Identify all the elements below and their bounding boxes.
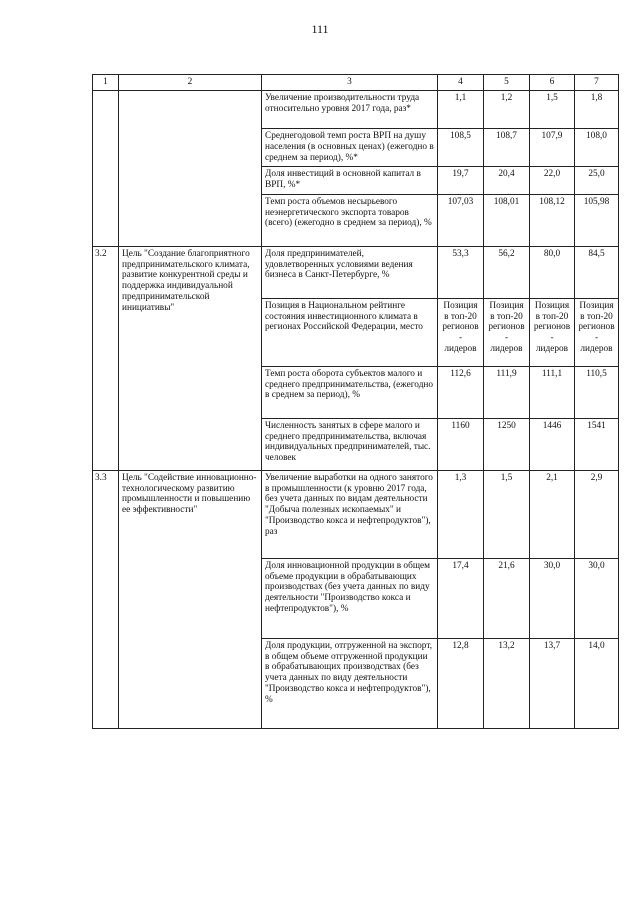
indicator-cell: Доля продукции, отгруженной на экспорт, в общем объеме отгруженной продукции в обрабатывающих производствах (без учета данных по виду деятельности "Производство кокса и нефтепродуктов"), % bbox=[262, 638, 438, 728]
value-cell: 1,5 bbox=[530, 91, 575, 129]
indicator-cell: Темп роста оборота субъектов малого и среднего предпринимательства, (ежегодно в среднем за период), % bbox=[262, 366, 438, 418]
value-cell: 110,5 bbox=[575, 366, 619, 418]
goal-description-cell: Цель "Содействие инновационно-технологическому развитию промышленности и повышению ее эффективности" bbox=[119, 470, 262, 728]
column-header: 6 bbox=[530, 75, 575, 91]
value-cell: 84,5 bbox=[575, 246, 619, 298]
value-cell: 1541 bbox=[575, 418, 619, 470]
value-cell: 56,2 bbox=[484, 246, 530, 298]
value-cell: 12,8 bbox=[438, 638, 484, 728]
value-cell: 107,03 bbox=[438, 194, 484, 246]
value-cell: 1446 bbox=[530, 418, 575, 470]
value-cell: 107,9 bbox=[530, 129, 575, 167]
indicators-table bbox=[92, 74, 619, 729]
value-cell: 80,0 bbox=[530, 246, 575, 298]
indicator-cell: Среднегодовой темп роста ВРП на душу населения (в основных ценах) (ежегодно в среднем за период), %* bbox=[262, 129, 438, 167]
value-cell: Позиция в топ-20 регионов - лидеров bbox=[484, 298, 530, 366]
value-cell: Позиция в топ-20 регионов - лидеров bbox=[575, 298, 619, 366]
value-cell: 1,5 bbox=[484, 470, 530, 558]
value-cell: Позиция в топ-20 регионов - лидеров bbox=[438, 298, 484, 366]
indicator-cell: Увеличение производительности труда относительно уровня 2017 года, раз* bbox=[262, 91, 438, 129]
indicator-cell: Увеличение выработки на одного занятого в промышленности (к уровню 2017 года, без учета данных по видам деятельности "Добыча полезных ископаемых" и "Производство кокса и нефтепродуктов"), раз bbox=[262, 470, 438, 558]
column-header: 3 bbox=[262, 75, 438, 91]
goal-code-cell bbox=[93, 91, 119, 247]
indicator-cell: Доля инновационной продукции в общем объеме продукции в обрабатывающих производствах (без учета данных по виду деятельности "Производство кокса и нефтепродуктов"), % bbox=[262, 558, 438, 638]
value-cell: 17,4 bbox=[438, 558, 484, 638]
column-header: 2 bbox=[119, 75, 262, 91]
value-cell: 22,0 bbox=[530, 166, 575, 194]
value-cell: Позиция в топ-20 регионов - лидеров bbox=[530, 298, 575, 366]
value-cell: 1250 bbox=[484, 418, 530, 470]
column-header: 1 bbox=[93, 75, 119, 91]
value-cell: 112,6 bbox=[438, 366, 484, 418]
value-cell: 1,8 bbox=[575, 91, 619, 129]
indicator-cell: Темп роста объемов несырьевого неэнергетического экспорта товаров (всего) (ежегодно в среднем за период), % bbox=[262, 194, 438, 246]
table-row bbox=[93, 91, 619, 129]
value-cell: 2,9 bbox=[575, 470, 619, 558]
value-cell: 111,1 bbox=[530, 366, 575, 418]
value-cell: 2,1 bbox=[530, 470, 575, 558]
value-cell: 108,5 bbox=[438, 129, 484, 167]
indicator-cell: Доля инвестиций в основной капитал в ВРП, %* bbox=[262, 166, 438, 194]
value-cell: 13,7 bbox=[530, 638, 575, 728]
value-cell: 108,7 bbox=[484, 129, 530, 167]
value-cell: 1,2 bbox=[484, 91, 530, 129]
value-cell: 14,0 bbox=[575, 638, 619, 728]
indicator-cell: Позиция в Национальном рейтинге состояния инвестиционного климата в регионах Российской Федерации, место bbox=[262, 298, 438, 366]
indicator-cell: Численность занятых в сфере малого и среднего предпринимательства, включая индивидуальных предпринимателей, тыс. человек bbox=[262, 418, 438, 470]
value-cell: 30,0 bbox=[575, 558, 619, 638]
table-row bbox=[93, 246, 619, 298]
goal-code-cell: 3.2 bbox=[93, 246, 119, 470]
value-cell: 1160 bbox=[438, 418, 484, 470]
goal-code-cell: 3.3 bbox=[93, 470, 119, 728]
page-number: 111 bbox=[311, 22, 329, 36]
column-header: 7 bbox=[575, 75, 619, 91]
value-cell: 25,0 bbox=[575, 166, 619, 194]
goal-description-cell: Цель "Создание благоприятного предпринимательского климата, развитие конкурентной среды и поддержка индивидуальной предпринимательской инициативы" bbox=[119, 246, 262, 470]
value-cell: 105,98 bbox=[575, 194, 619, 246]
column-header: 5 bbox=[484, 75, 530, 91]
value-cell: 108,0 bbox=[575, 129, 619, 167]
column-number-header-row bbox=[93, 75, 619, 91]
value-cell: 21,6 bbox=[484, 558, 530, 638]
value-cell: 1,3 bbox=[438, 470, 484, 558]
value-cell: 53,3 bbox=[438, 246, 484, 298]
value-cell: 1,1 bbox=[438, 91, 484, 129]
value-cell: 20,4 bbox=[484, 166, 530, 194]
goal-description-cell bbox=[119, 91, 262, 247]
value-cell: 111,9 bbox=[484, 366, 530, 418]
indicator-cell: Доля предпринимателей, удовлетворенных условиями ведения бизнеса в Санкт-Петербурге, % bbox=[262, 246, 438, 298]
value-cell: 108,01 bbox=[484, 194, 530, 246]
value-cell: 13,2 bbox=[484, 638, 530, 728]
table-row bbox=[93, 470, 619, 558]
value-cell: 30,0 bbox=[530, 558, 575, 638]
column-header: 4 bbox=[438, 75, 484, 91]
value-cell: 108,12 bbox=[530, 194, 575, 246]
value-cell: 19,7 bbox=[438, 166, 484, 194]
